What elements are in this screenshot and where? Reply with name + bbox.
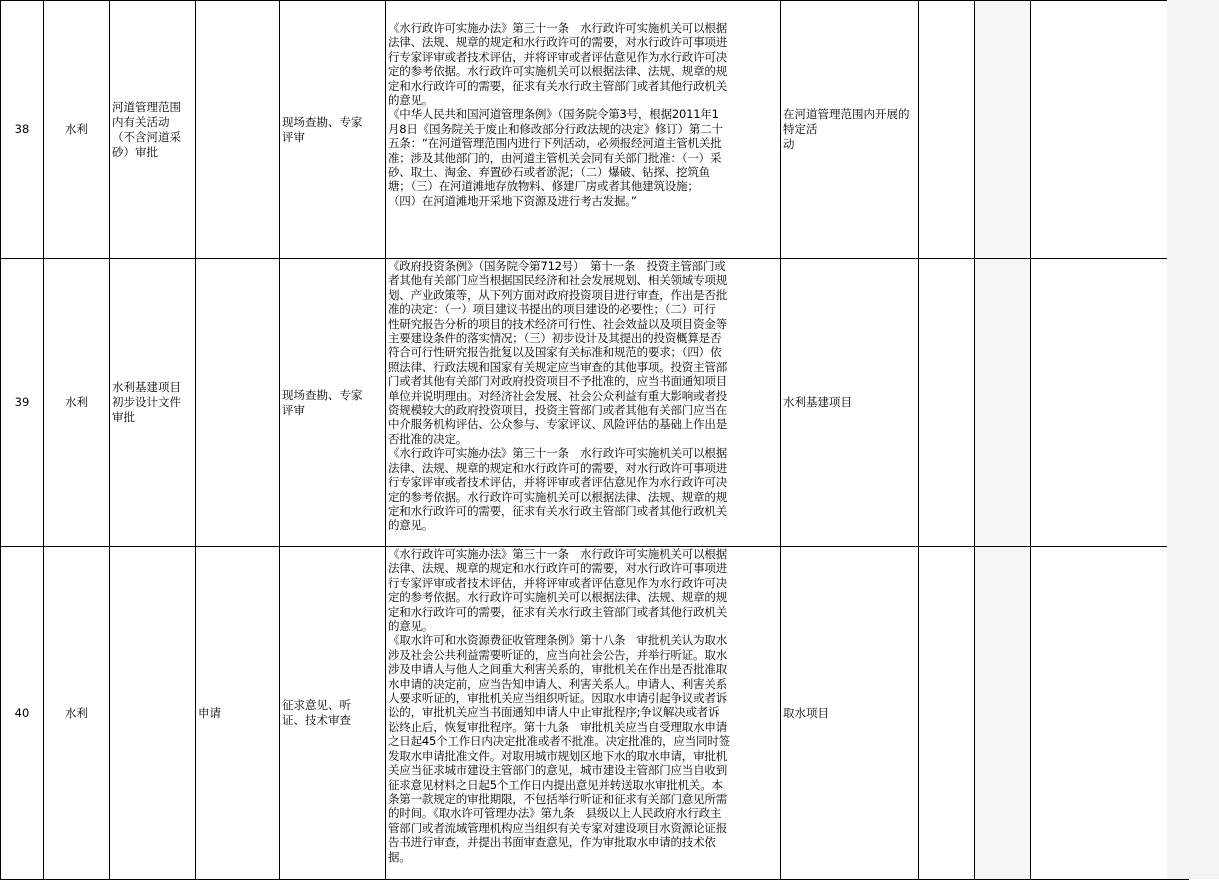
row-number: 40 xyxy=(1,547,44,880)
row-subject xyxy=(196,1,280,259)
row-empty-cell xyxy=(1031,259,1189,547)
row-number: 39 xyxy=(1,259,44,547)
table-row xyxy=(1,259,1189,547)
row-empty-cell xyxy=(1031,1,1189,259)
row-legal-basis xyxy=(386,547,781,880)
row-category: 水利 xyxy=(44,547,110,880)
row-legal-basis xyxy=(386,1,781,259)
row-empty-cell xyxy=(919,259,975,547)
row-scope: 水利基建项目 xyxy=(781,259,919,547)
row-empty-cell xyxy=(919,547,975,880)
basis-paragraph: 《水行政许可实施办法》第三十一条 水行政许可实施机关可以根据 法律、法规、规章的规定和水行政许可的需要，对水行政许可事项进 行专家评审或者技术评估，并将评审或者评估意见作为水行政许可决 定的参考依据。水行政许可实施机关可以根据法律、法规、规章的规 定和水行政许可的需要，征求有关水行政主管部门或者其他行政机关 的意见。 xyxy=(388,21,727,108)
row-category: 水利 xyxy=(44,1,110,259)
row-subject xyxy=(196,259,280,547)
row-method: 现场查勘、专家 评审 xyxy=(280,259,386,547)
row-empty-cell xyxy=(919,1,975,259)
row-empty-cell xyxy=(975,1,1031,259)
row-method: 现场查勘、专家 评审 xyxy=(280,1,386,259)
basis-paragraph: 《政府投资条例》（国务院令第712号） 第十一条 投资主管部门或 者其他有关部门应当根据国民经济和社会发展规划、相关领域专项规 划、产业政策等，从下列方面对政府投资项目进行审查，作出是否批 准的决定：（一）项目建议书提出的项目建设的必要性；（二）可行 性研究报告分析的项目的技术经济可行性、社会效益以及项目资金等 主要建设条件的落实情况；（三）初步设计及其提出的投资概算是否 符合可行性研究报告批复以及国家有关标准和规范的要求；（四）依 照法律、行政法规和国家有关规定应当审查的其他事项。投资主管部 门或者其他有关部门对政府投资项目不予批准的，应当书面通知项目 单位并说明理由。对经济社会发展、社会公众利益有重大影响或者投 资规模较大的政府投资项目，投资主管部门或者其他有关部门应当在 中介服务机构评估、公众参与、专家评议、风险评估的基础上作出是 否批准的决定。 xyxy=(388,259,727,446)
row-scope: 取水项目 xyxy=(781,547,919,880)
row-method: 征求意见、听 证、技术审查 xyxy=(280,547,386,880)
basis-paragraph: 《水行政许可实施办法》第三十一条 水行政许可实施机关可以根据 法律、法规、规章的规定和水行政许可的需要，对水行政许可事项进 行专家评审或者技术评估，并将评审或者评估意见作为水行政许可决 定的参考依据。水行政许可实施机关可以根据法律、法规、规章的规 定和水行政许可的需要，征求有关水行政主管部门或者其他行政机关 的意见。 xyxy=(388,446,727,533)
row-legal-basis xyxy=(386,259,781,547)
basis-paragraph: 《取水许可和水资源费征收管理条例》第十八条 审批机关认为取水 涉及社会公共利益需要听证的，应当向社会公告，并举行听证。取水 涉及申请人与他人之间重大利害关系的，审批机关在作出是否批准取 水申请的决定前，应当告知申请人、利害关系人。申请人、利害关系 人要求听证的，审批机关应当组织听证。因取水申请引起争议或者诉 讼的，审批机关应当书面通知申请人中止审批程序;争议解决或者诉 讼终止后，恢复审批程序。第十九条 审批机关应当自受理取水申请 之日起45个工作日内决定批准或者不批准。决定批准的，应当同时签 发取水申请批准文件。对取用城市规划区地下水的取水申请，审批机 关应当征求城市建设主管部门的意见，城市建设主管部门应当自收到 征求意见材料之日起5个工作日内提出意见并转送取水审批机关。本 条第一款规定的审批期限，不包括举行听证和征求有关部门意见所需 的时间。《取水许可管理办法》第九条 县级以上人民政府水行政主 管部门或者流域管理机构应当组织有关专家对建设项目水资源论证报 告书进行审查，并提出书面审查意见，作为审批取水申请的技术依 据。 xyxy=(388,633,730,864)
basis-paragraph: 《中华人民共和国河道管理条例》（国务院令第3号，根据2011年1 月8日《国务院关于废止和修改部分行政法规的决定》修订）第二十 五条：“在河道管理范围内进行下列活动，必须报经河道主管机关批 准；涉及其他部门的，由河道主管机关会同有关部门批准：（一）采 砂、取土、淘金、弃置砂石或者淤泥；（二）爆破、钻探、挖筑鱼 塘；（三）在河道滩地存放物料、修建厂房或者其他建筑设施； （四）在河道滩地开采地下资源及进行考古发掘。” xyxy=(388,107,723,208)
basis-paragraph: 《水行政许可实施办法》第三十一条 水行政许可实施机关可以根据 法律、法规、规章的规定和水行政许可的需要，对水行政许可事项进 行专家评审或者技术评估，并将评审或者评估意见作为水行政许可决 定的参考依据。水行政许可实施机关可以根据法律、法规、规章的规 定和水行政许可的需要，征求有关水行政主管部门或者其他行政机关 的意见。 xyxy=(388,547,727,634)
row-empty-cell xyxy=(1031,547,1189,880)
table-row xyxy=(1,547,1189,880)
row-item-name xyxy=(110,547,196,880)
row-scope: 在河道管理范围内开展的特定活 动 xyxy=(781,1,919,259)
row-number: 38 xyxy=(1,1,44,259)
sheet-margin xyxy=(1167,0,1219,879)
table-row xyxy=(1,1,1189,259)
row-empty-cell xyxy=(975,259,1031,547)
row-item-name: 水利基建项目 初步设计文件 审批 xyxy=(110,259,196,547)
row-subject: 申请 xyxy=(196,547,280,880)
row-item-name: 河道管理范围 内有关活动 （不含河道采 砂）审批 xyxy=(110,1,196,259)
row-category: 水利 xyxy=(44,259,110,547)
row-empty-cell xyxy=(975,547,1031,880)
